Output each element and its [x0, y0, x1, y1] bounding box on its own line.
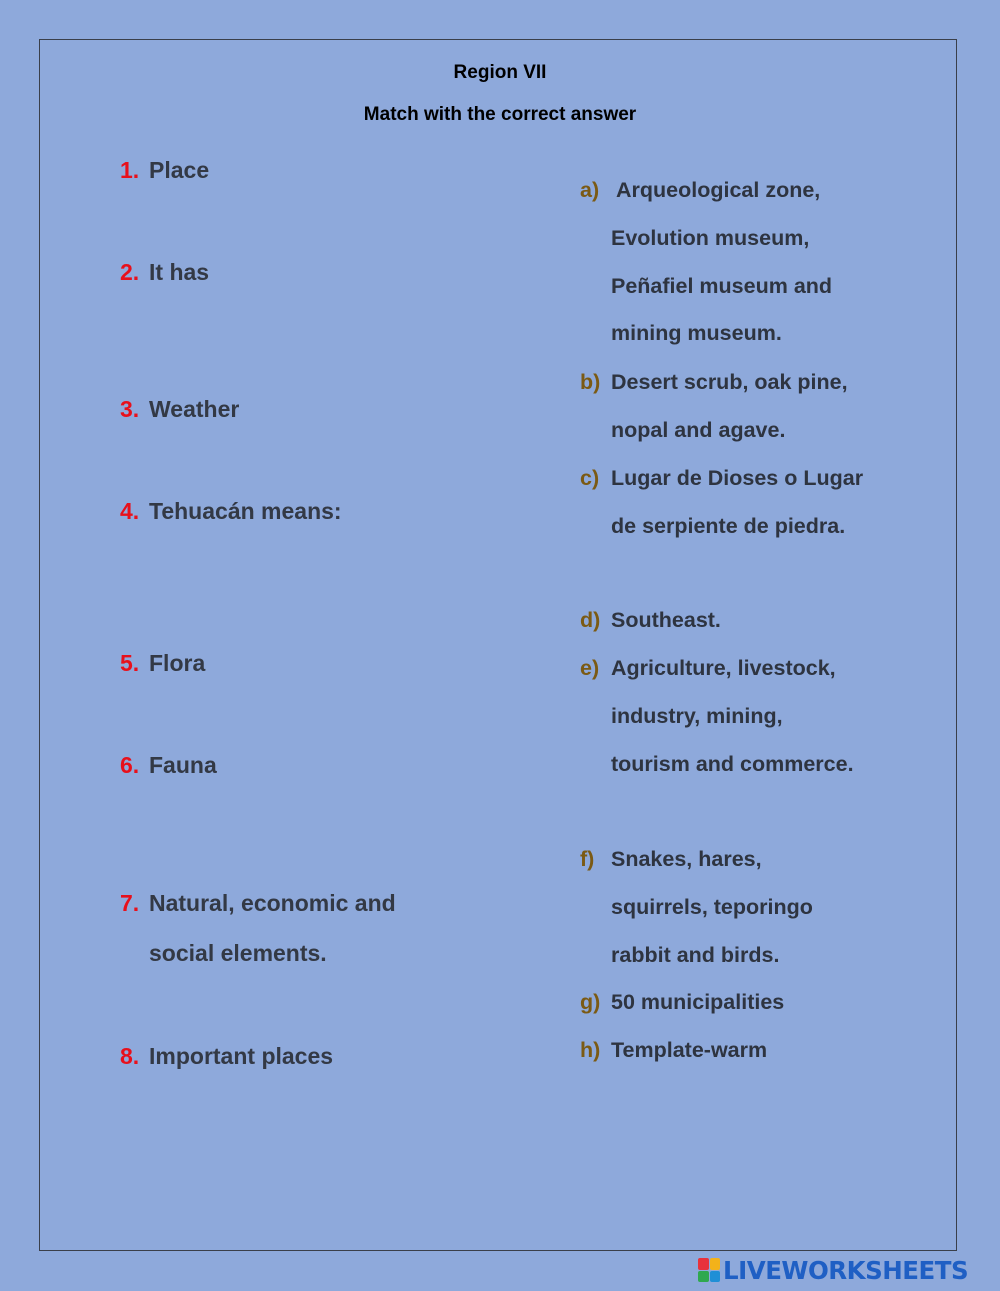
question-number: 2. [120, 259, 140, 285]
answer-item [580, 1027, 880, 1075]
answer-item [580, 979, 880, 1027]
question-item [120, 486, 342, 536]
question-number: 4. [120, 498, 140, 524]
answer-letter: b) [580, 370, 601, 394]
live-badge-icon [698, 1258, 720, 1282]
question-item [120, 878, 396, 978]
answer-item [580, 645, 880, 788]
answer-letter: e) [580, 656, 600, 680]
answer-item [580, 597, 880, 645]
answer-letter: f) [580, 847, 595, 871]
question-text: Place [149, 157, 210, 183]
question-text-line: Natural, economic and [149, 890, 396, 916]
question-text: Flora [149, 650, 206, 676]
question-item [120, 638, 205, 688]
question-item [120, 145, 209, 195]
answer-text: Lugar de Dioses o Lugar de serpiente de piedra. [611, 466, 864, 538]
answer-letter: c) [580, 466, 600, 490]
question-text [149, 878, 396, 978]
question-number: 6. [120, 752, 140, 778]
worksheet-title: Region VII [453, 62, 547, 83]
question-number: 7. [120, 890, 140, 916]
question-number: 8. [120, 1043, 140, 1069]
question-text: Important places [149, 1043, 334, 1069]
logo-text: LIVEWORKSHEETS [723, 1255, 969, 1285]
question-item [120, 740, 217, 790]
answer-text: Template-warm [611, 1038, 768, 1062]
question-item [120, 247, 209, 297]
question-text: Weather [149, 396, 240, 422]
answer-letter: h) [580, 1038, 601, 1062]
answer-letter: a) [580, 178, 600, 202]
answer-item [580, 836, 880, 979]
answer-letter: d) [580, 608, 601, 632]
question-text: It has [149, 259, 210, 285]
question-text-line: social elements. [149, 940, 327, 966]
worksheet-instructions: Match with the correct answer [363, 104, 637, 125]
answer-item [580, 455, 880, 551]
question-number: 5. [120, 650, 140, 676]
question-text: Fauna [149, 752, 217, 778]
answer-text: Agriculture, livestock, industry, mining, tourism and commerce. [611, 656, 854, 776]
answer-item [580, 167, 880, 358]
answer-text: Southeast. [611, 608, 721, 632]
answer-item [580, 359, 880, 455]
answer-text: Arqueological zone, Evolution museum, Peñafiel museum and mining museum. [611, 178, 833, 346]
question-item [120, 1031, 333, 1081]
answer-text: 50 municipalities [611, 990, 785, 1014]
answer-text: Desert scrub, oak pine, nopal and agave. [611, 370, 848, 442]
question-text: Tehuacán means: [149, 498, 342, 524]
question-number: 3. [120, 396, 140, 422]
liveworksheets-logo [698, 1255, 968, 1285]
answer-letter: g) [580, 990, 601, 1014]
answer-text: Snakes, hares, squirrels, teporingo rabbit and birds. [611, 847, 813, 967]
question-number: 1. [120, 157, 140, 183]
question-item [120, 384, 239, 434]
